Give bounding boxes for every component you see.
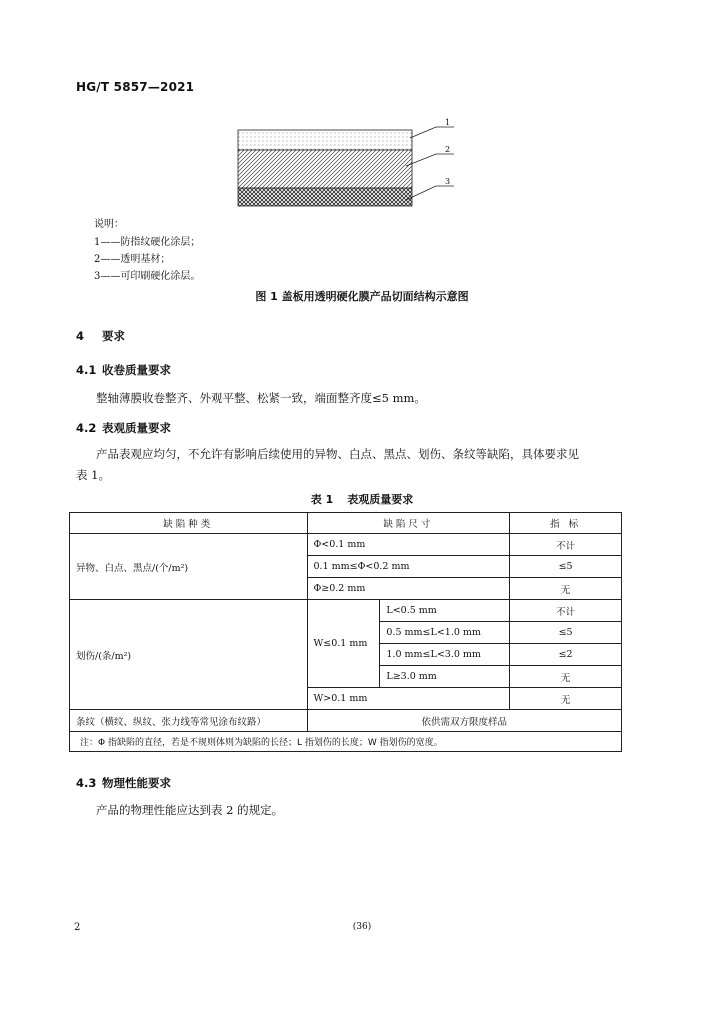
section-4-2-text-line1: 产品表观应均匀，不允许有影响后续使用的异物、白点、黑点、划伤、条纹等缺陷，具体要求见 bbox=[96, 447, 579, 461]
indicator-cell: 无 bbox=[510, 688, 622, 710]
size-cell: 1.0 mm≤L<3.0 mm bbox=[380, 644, 510, 666]
layer-label-1: 1 bbox=[445, 118, 451, 127]
table-row bbox=[70, 710, 622, 732]
indicator-cell: ≤2 bbox=[510, 644, 622, 666]
header-defect-type: 缺陷种类 bbox=[70, 513, 308, 534]
section-4-2-number: 4.2 bbox=[76, 421, 97, 435]
section-4-1-title: 收卷质量要求 bbox=[102, 363, 171, 377]
defect-foreign-spots-label: 异物、白点、黑点/(个/m²) bbox=[70, 534, 308, 600]
table-row bbox=[70, 600, 622, 622]
indicator-cell: ≤5 bbox=[510, 556, 622, 578]
header-defect-size: 缺陷尺寸 bbox=[307, 513, 510, 534]
legend-title: 说明： bbox=[94, 219, 124, 230]
table-row bbox=[70, 534, 622, 556]
section-4-2-title: 表观质量要求 bbox=[102, 421, 171, 435]
table-1-number: 表 1 bbox=[310, 493, 334, 506]
scratch-width-small-cell: W≤0.1 mm bbox=[307, 600, 380, 688]
figure-caption: 图 1 盖板用透明硬化膜产品切面结构示意图 bbox=[255, 290, 469, 303]
section-4-1-text: 整轴薄膜收卷整齐、外观平整、松紧一致，端面整齐度≤5 mm。 bbox=[96, 391, 426, 405]
table-1-title: 表观质量要求 bbox=[347, 493, 414, 506]
layer-3-printable bbox=[238, 188, 412, 206]
leader-line-3 bbox=[406, 186, 454, 200]
defect-scratch-label: 划伤/(条/m²) bbox=[70, 600, 308, 710]
layer-1-antifingerprint bbox=[238, 130, 412, 150]
section-4-title: 要求 bbox=[102, 329, 125, 343]
section-4-2-text-line2: 表 1。 bbox=[76, 468, 110, 482]
section-4-1-number: 4.1 bbox=[76, 363, 97, 377]
size-cell: L<0.5 mm bbox=[380, 600, 510, 622]
cross-section-diagram bbox=[230, 116, 470, 212]
leader-line-2 bbox=[406, 154, 454, 166]
section-4-3-number: 4.3 bbox=[76, 776, 97, 790]
page-number: 2 bbox=[74, 922, 81, 933]
indicator-cell: 不计 bbox=[510, 534, 622, 556]
size-cell: Φ<0.1 mm bbox=[307, 534, 510, 556]
indicator-cell: 无 bbox=[510, 666, 622, 688]
legend-item-1: 1——防指纹硬化涂层； bbox=[94, 237, 201, 248]
layer-label-2: 2 bbox=[445, 145, 451, 154]
size-cell: L≥3.0 mm bbox=[380, 666, 510, 688]
scratch-width-large-cell: W>0.1 mm bbox=[307, 688, 510, 710]
size-cell: 0.1 mm≤Φ<0.2 mm bbox=[307, 556, 510, 578]
defect-streak-label: 条纹（横纹、纵纹、张力线等常见涂布纹路） bbox=[70, 710, 308, 732]
section-4-3-title: 物理性能要求 bbox=[102, 776, 171, 790]
standard-code-header: HG/T 5857—2021 bbox=[76, 80, 195, 94]
section-4-3-text: 产品的物理性能应达到表 2 的规定。 bbox=[96, 803, 284, 817]
size-cell: Φ≥0.2 mm bbox=[307, 578, 510, 600]
table-1-caption bbox=[0, 491, 724, 507]
header-indicator: 指 标 bbox=[510, 513, 622, 534]
section-4-heading bbox=[76, 328, 125, 344]
table-header-row bbox=[70, 513, 622, 534]
section-4-number: 4 bbox=[76, 329, 85, 343]
layer-label-3: 3 bbox=[445, 177, 451, 186]
table-note-row bbox=[70, 732, 622, 752]
table-note: 注：Φ 指缺陷的直径，若是不规则体则为缺陷的长径；L 指划伤的长度；W 指划伤的宽度。 bbox=[70, 732, 622, 752]
center-page-number: (36) bbox=[352, 922, 372, 932]
leader-line-1 bbox=[410, 127, 454, 138]
legend-item-2: 2——透明基材； bbox=[94, 254, 171, 265]
appearance-quality-table bbox=[69, 512, 622, 752]
streak-indicator-cell: 依供需双方限度样品 bbox=[307, 710, 622, 732]
size-cell: 0.5 mm≤L<1.0 mm bbox=[380, 622, 510, 644]
indicator-cell: 无 bbox=[510, 578, 622, 600]
indicator-cell: 不计 bbox=[510, 600, 622, 622]
indicator-cell: ≤5 bbox=[510, 622, 622, 644]
section-4-3-heading bbox=[76, 775, 171, 791]
section-4-2-heading bbox=[76, 420, 171, 436]
layer-2-substrate bbox=[238, 150, 412, 188]
legend-item-3: 3——可印刷硬化涂层。 bbox=[94, 271, 201, 282]
section-4-1-heading bbox=[76, 362, 171, 378]
